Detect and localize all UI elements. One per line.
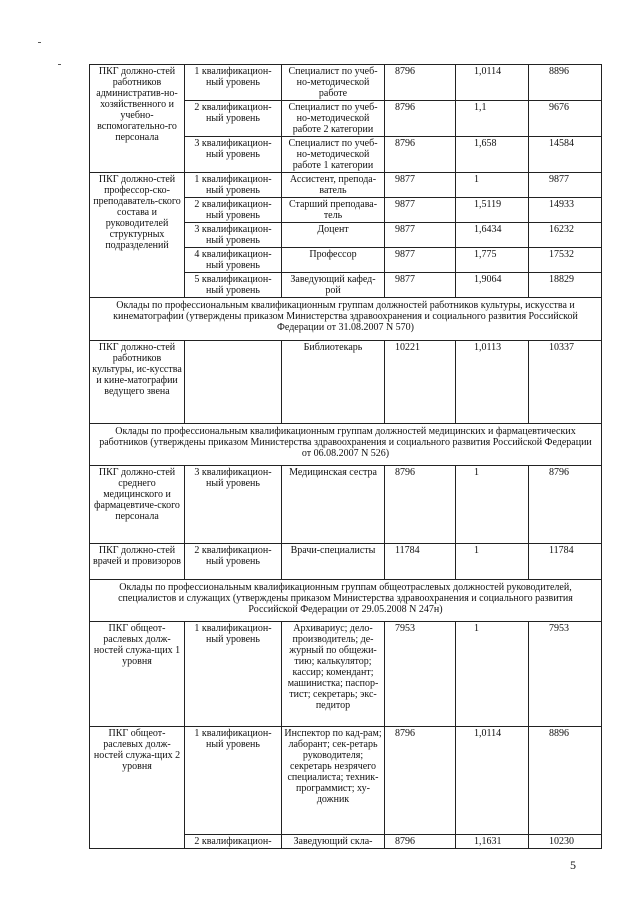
position-cell: Инспектор по кад-рам; лаборант; сек-ретарь руководителя; секретарь незрячего специалиста; техник-программист; ху-дожник [282,727,385,835]
section-header-row [90,424,602,466]
level-cell: 2 квалификацион-ный уровень [185,101,282,137]
position-cell: Ассистент, препода-ватель [282,173,385,198]
salary-cell: 10230 [529,835,602,849]
coefficient-cell: 1,5119 [456,198,529,223]
base-salary-cell: 9877 [385,198,456,223]
table-row [90,544,602,580]
salary-cell: 16232 [529,223,602,248]
salary-cell: 10337 [529,341,602,424]
position-cell: Специалист по учеб-но-методической работе 2 категории [282,101,385,137]
coefficient-cell: 1,658 [456,137,529,173]
page-number: 5 [570,858,576,872]
base-salary-cell: 9877 [385,173,456,198]
salary-cell: 8896 [529,65,602,101]
position-cell: Заведующий скла- [282,835,385,849]
group-name-cell: ПКГ должно-стей работников административ-но-хозяйственного и учебно-вспомогательно-го персонала [90,65,185,173]
base-salary-cell: 7953 [385,622,456,727]
base-salary-cell: 9877 [385,223,456,248]
salary-cell: 8796 [529,466,602,544]
table-row [90,466,602,544]
group-name-cell: ПКГ должно-стей среднего медицинского и фармацевтиче-ского персонала [90,466,185,544]
section-header-text: Оклады по профессиональным квалификационным группам общеотраслевых должностей руководителей, специалистов и служащих (утверждены приказом Министерства здравоохранения и социального развития Российской Федерации от 29.05.2008 N 247н) [90,580,602,622]
level-cell: 2 квалификацион- [185,835,282,849]
position-cell: Медицинская сестра [282,466,385,544]
section-header-row [90,298,602,341]
coefficient-cell: 1,1631 [456,835,529,849]
base-salary-cell: 11784 [385,544,456,580]
position-cell: Доцент [282,223,385,248]
base-salary-cell: 8796 [385,727,456,835]
level-cell: 1 квалификацион-ный уровень [185,622,282,727]
level-cell: 5 квалификацион-ный уровень [185,273,282,298]
group-name-cell: ПКГ общеот-раслевых долж-ностей служа-щих 1 уровня [90,622,185,727]
table-row [90,341,602,424]
coefficient-cell: 1 [456,173,529,198]
position-cell: Библиотекарь [282,341,385,424]
table-row [90,727,602,835]
base-salary-cell: 8796 [385,101,456,137]
group-name-cell: ПКГ должно-стей профессор-ско-преподаватель-ского состава и руководителей структурных подразделений [90,173,185,298]
salary-cell: 9877 [529,173,602,198]
level-cell: 1 квалификацион-ный уровень [185,65,282,101]
coefficient-cell: 1,9064 [456,273,529,298]
base-salary-cell: 9877 [385,248,456,273]
section-header-text: Оклады по профессиональным квалификационным группам должностей работников культуры, искусства и кинематографии (утверждены приказом Министерства здравоохранения и социального развития Российской Федерации от 31.08.2007 N 570) [90,298,602,341]
position-cell: Специалист по учеб-но-методической работе 1 категории [282,137,385,173]
base-salary-cell: 8796 [385,65,456,101]
salary-cell: 17532 [529,248,602,273]
table-row [90,173,602,198]
group-name-cell: ПКГ общеот-раслевых долж-ностей служа-щих 2 уровня [90,727,185,849]
base-salary-cell: 8796 [385,835,456,849]
salary-cell: 14584 [529,137,602,173]
table-row [90,622,602,727]
base-salary-cell: 10221 [385,341,456,424]
level-cell: 2 квалификацион-ный уровень [185,544,282,580]
coefficient-cell: 1,0114 [456,65,529,101]
position-cell: Врачи-специалисты [282,544,385,580]
coefficient-cell: 1,0114 [456,727,529,835]
coefficient-cell: 1,775 [456,248,529,273]
coefficient-cell: 1 [456,544,529,580]
section-header-text: Оклады по профессиональным квалификационным группам должностей медицинских и фармацевтических работников (утверждены приказом Министерства здравоохранения и социального развития Российской Федерации от 06.08.2007 N 526) [90,424,602,466]
salary-cell: 14933 [529,198,602,223]
group-name-cell: ПКГ должно-стей врачей и провизоров [90,544,185,580]
base-salary-cell: 9877 [385,273,456,298]
salary-cell: 7953 [529,622,602,727]
coefficient-cell: 1 [456,622,529,727]
level-cell: 3 квалификацион-ный уровень [185,137,282,173]
level-cell: 2 квалификацион-ный уровень [185,198,282,223]
level-cell: 1 квалификацион-ный уровень [185,173,282,198]
coefficient-cell: 1 [456,466,529,544]
table-row [90,65,602,101]
position-cell: Профессор [282,248,385,273]
salary-cell: 8896 [529,727,602,835]
salary-table-body [90,65,602,849]
salary-cell: 11784 [529,544,602,580]
salary-cell: 18829 [529,273,602,298]
group-name-cell: ПКГ должно-стей работников культуры, ис-кусства и кине-матографии ведущего звена [90,341,185,424]
position-cell: Старший преподава-тель [282,198,385,223]
salary-table [89,64,602,849]
salary-cell: 9676 [529,101,602,137]
level-cell: 3 квалификацион-ный уровень [185,223,282,248]
position-cell: Специалист по учеб-но-методической работе [282,65,385,101]
coefficient-cell: 1,1 [456,101,529,137]
position-cell: Архивариус; дело-производитель; де-журный по общежи-тию; калькулятор; кассир; комендант; машинистка; паспор-тист; секретарь; экс-педитор [282,622,385,727]
scan-speck [58,64,61,65]
level-cell: 4 квалификацион-ный уровень [185,248,282,273]
level-cell: 3 квалификацион-ный уровень [185,466,282,544]
scan-speck [38,42,41,43]
level-cell [185,341,282,424]
level-cell: 1 квалификацион-ный уровень [185,727,282,835]
coefficient-cell: 1,6434 [456,223,529,248]
coefficient-cell: 1,0113 [456,341,529,424]
position-cell: Заведующий кафед-рой [282,273,385,298]
section-header-row [90,580,602,622]
base-salary-cell: 8796 [385,137,456,173]
base-salary-cell: 8796 [385,466,456,544]
